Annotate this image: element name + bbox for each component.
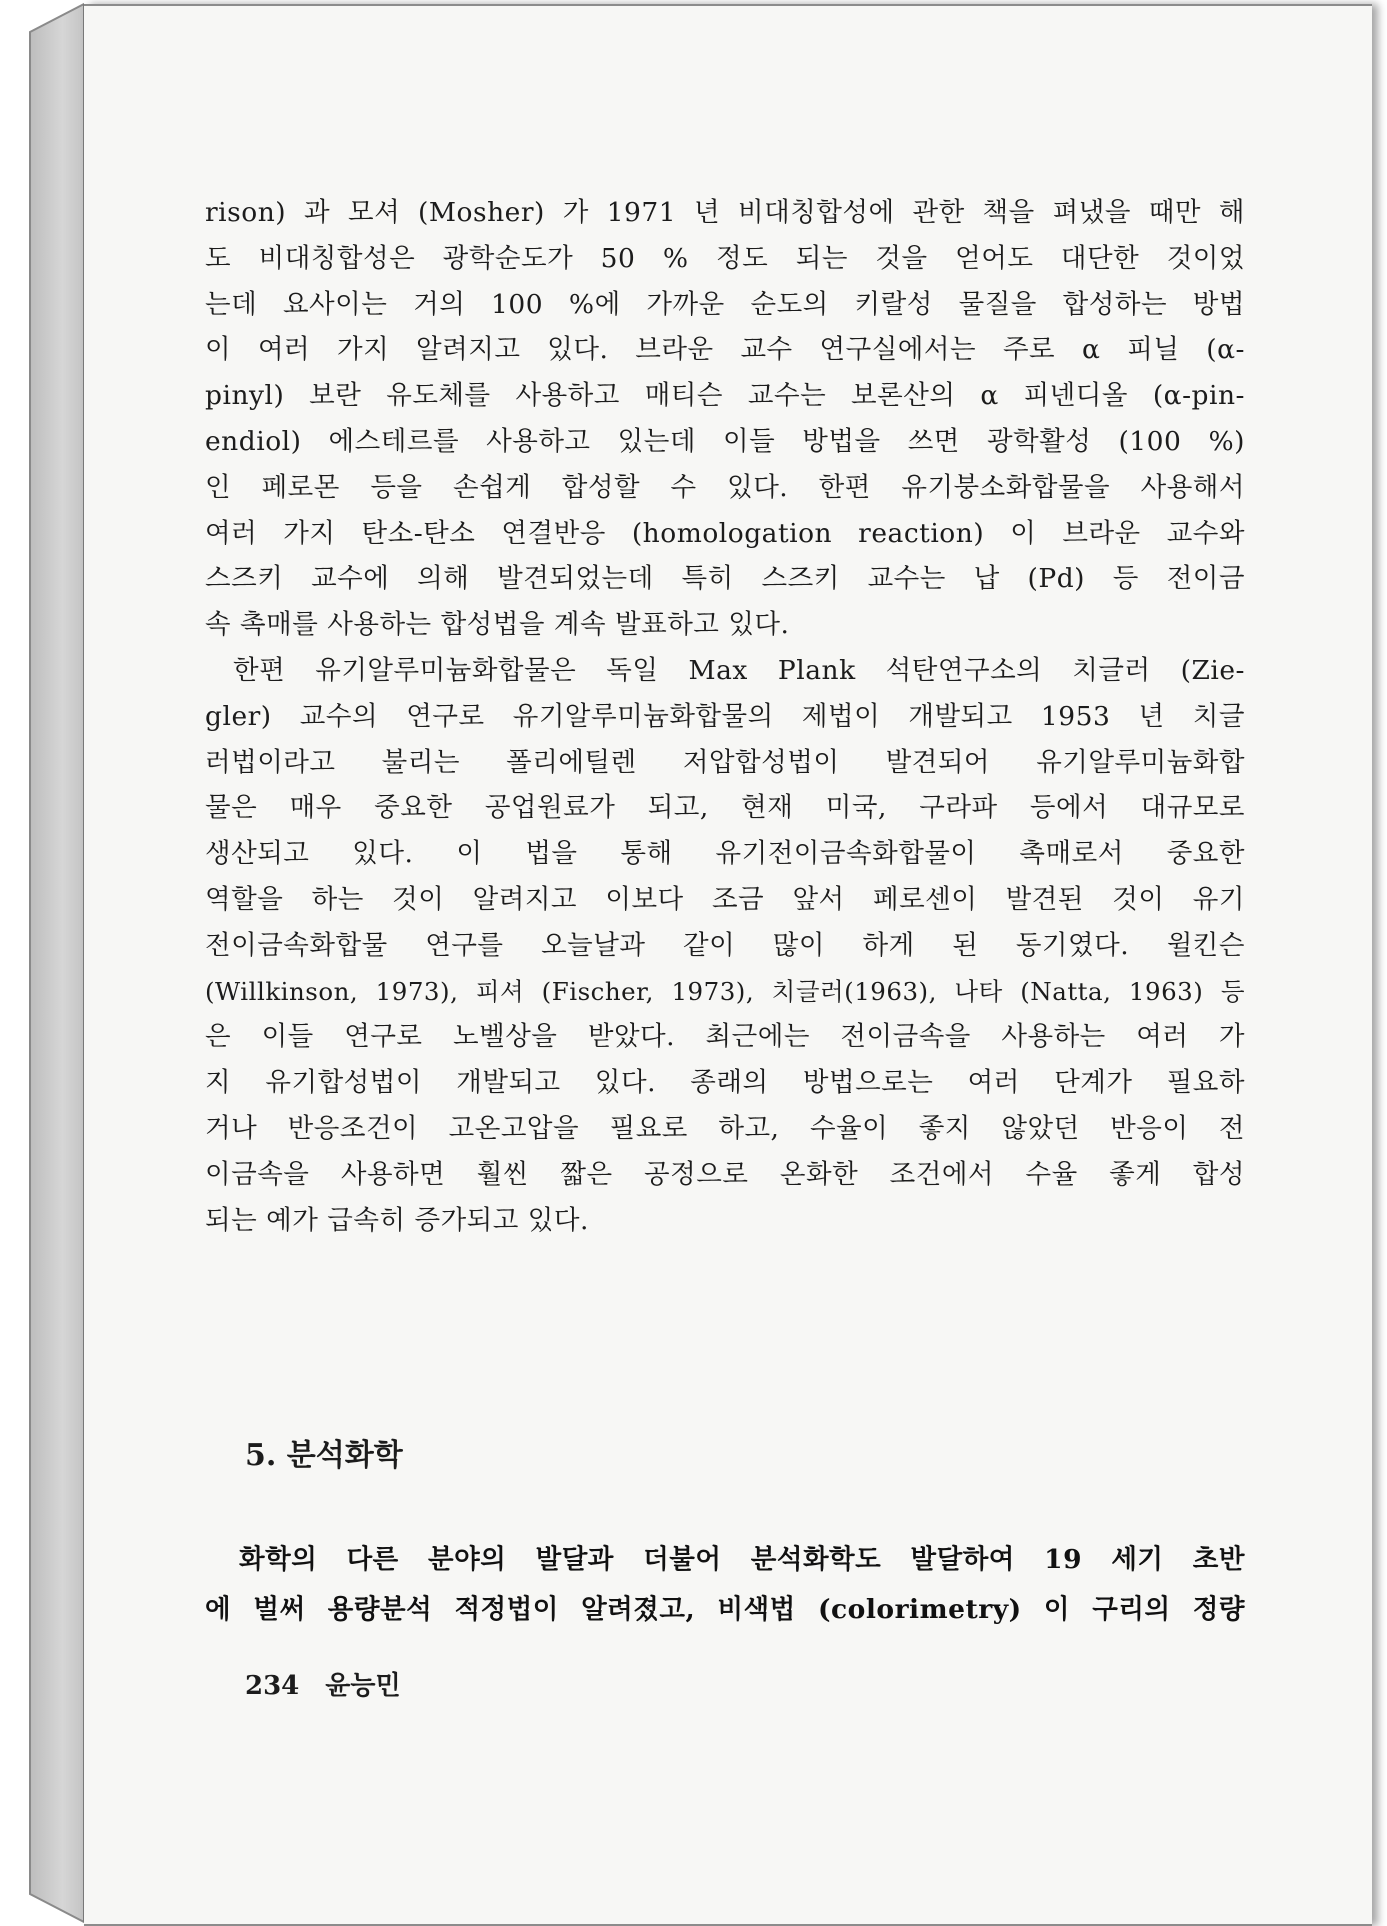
text-line: endiol) 에스테르를 사용하고 있는데 이들 방법을 쓰면 광학활성 (100 %) [205, 425, 1245, 457]
text-line: 도 비대칭합성은 광학순도가 50 % 정도 되는 것을 얻어도 대단한 것이었 [205, 242, 1245, 274]
body-text [205, 190, 1245, 1243]
text-line: 되는 예가 급속히 증가되고 있다. [205, 1204, 589, 1236]
page-footer [245, 1665, 401, 1702]
text-line: 거나 반응조건이 고온고압을 필요로 하고, 수율이 좋지 않았던 반응이 전 [205, 1112, 1245, 1144]
text-line: 지 유기합성법이 개발되고 있다. 종래의 방법으로는 여러 단계가 필요하 [205, 1067, 1245, 1099]
text-line: 전이금속화합물 연구를 오늘날과 같이 많이 하게 된 동기였다. 윌킨슨 [205, 929, 1245, 961]
text-line: 에 벌써 용량분석 적정법이 알려졌고, 비색법 (colorimetry) 이 구리의 정량 [205, 1594, 1245, 1625]
paragraph-start-line: 한편 유기알루미늄화합물은 독일 Max Plank 석탄연구소의 치글러 (Zie- [233, 654, 1245, 686]
text-line: 은 이들 연구로 노벨상을 받았다. 최근에는 전이금속을 사용하는 여러 가 [205, 1021, 1245, 1053]
text-line: 이 여러 가지 알려지고 있다. 브라운 교수 연구실에서는 주로 α 피닐 (α- [205, 334, 1245, 366]
text-line: (Willkinson, 1973), 피셔 (Fischer, 1973), 치글러(1963), 나타 (Natta, 1963) 등 [205, 976, 1245, 1006]
text-line: pinyl) 보란 유도체를 사용하고 매티슨 교수는 보론산의 α 피넨디올 (α-pin- [205, 380, 1245, 412]
text-line: 는데 요사이는 거의 100 %에 가까운 순도의 키랄성 물질을 합성하는 방법 [205, 288, 1245, 320]
text-line: 여러 가지 탄소-탄소 연결반응 (homologation reaction) 이 브라운 교수와 [205, 517, 1245, 549]
section-heading: 5. 분석화학 [245, 1438, 403, 1473]
text-line: 러법이라고 불리는 폴리에틸렌 저압합성법이 발견되어 유기알루미늄화합 [205, 746, 1245, 778]
text-line: 이금속을 사용하면 훨씬 짧은 공정으로 온화한 조건에서 수율 좋게 합성 [205, 1158, 1245, 1190]
book-spine [0, 0, 84, 1926]
text-line: 역할을 하는 것이 알려지고 이보다 조금 앞서 페로센이 발견된 것이 유기 [205, 883, 1245, 915]
section-text [205, 1535, 1245, 1635]
page-number: 234 [245, 1671, 300, 1701]
text-line: 스즈키 교수에 의해 발견되었는데 특히 스즈키 교수는 납 (Pd) 등 전이금 [205, 563, 1245, 595]
text-line: 속 촉매를 사용하는 합성법을 계속 발표하고 있다. [205, 609, 790, 641]
text-line: gler) 교수의 연구로 유기알루미늄화합물의 제법이 개발되고 1953 년 치글 [205, 700, 1245, 732]
running-author: 윤능민 [325, 1671, 401, 1701]
book-spine-graphic [0, 0, 84, 1926]
text-line: 인 페로몬 등을 손쉽게 합성할 수 있다. 한편 유기붕소화합물을 사용해서 [205, 471, 1245, 503]
text-line: 물은 매우 중요한 공업원료가 되고, 현재 미국, 구라파 등에서 대규모로 [205, 792, 1245, 824]
paragraph-start-line: 화학의 다른 분야의 발달과 더불어 분석화학도 발달하여 19 세기 초반 [239, 1544, 1245, 1575]
text-line: rison) 과 모셔 (Mosher) 가 1971 년 비대칭합성에 관한 책을 펴냈을 때만 해 [205, 197, 1245, 228]
text-line: 생산되고 있다. 이 법을 통해 유기전이금속화합물이 촉매로서 중요한 [205, 838, 1245, 870]
